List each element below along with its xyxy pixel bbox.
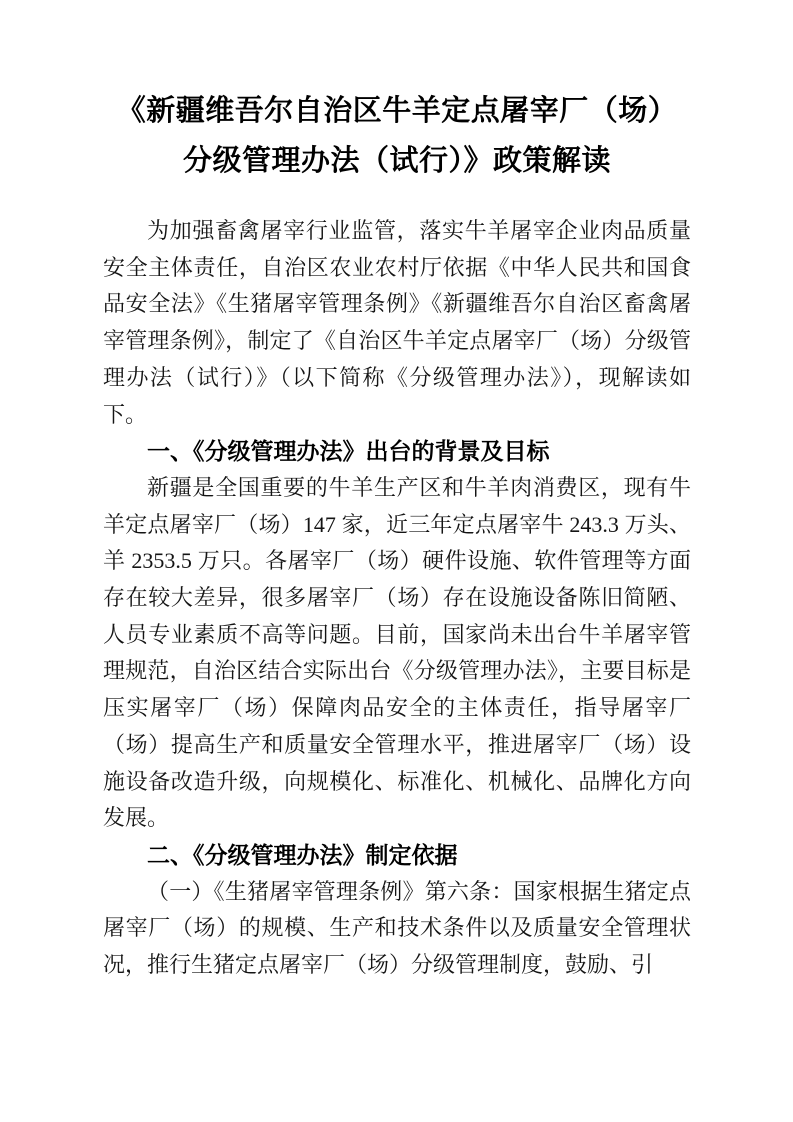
- document-title: 《新疆维吾尔自治区牛羊定点屠宰厂（场）分级管理办法（试行）》政策解读: [116, 95, 678, 177]
- section-2-heading: 二、《分级管理办法》制定依据: [147, 841, 458, 868]
- section-1-paragraph: 新疆是全国重要的牛羊生产区和牛羊肉消费区，现有牛羊定点屠宰厂（场）147 家，近三年定点屠宰牛 243.3 万头、羊 2353.5 万只。各屠宰厂（场）硬件设施、软件管理等方面存在较大差异，很多屠宰厂（场）存在设施设备陈旧简陋、人员专业素质不高等问题。目前，国家尚未出台牛羊屠宰管理规范，自治区结合实际出台《分级管理办法》，主要目标是压实屠宰厂（场）保障肉品安全的主体责任，指导屠宰厂（场）提高生产和质量安全管理水平，推进屠宰厂（场）设施设备改造升级，向规模化、标准化、机械化、品牌化方向发展。: [103, 474, 691, 831]
- document-body: [103, 213, 691, 984]
- section-1-heading: 一、《分级管理办法》出台的背景及目标: [147, 438, 550, 465]
- section-2-paragraph: （一）《生猪屠宰管理条例》第六条：国家根据生猪定点屠宰厂（场）的规模、生产和技术条件以及质量安全管理状况，推行生猪定点屠宰厂（场）分级管理制度，鼓励、引: [103, 878, 691, 978]
- intro-paragraph: 为加强畜禽屠宰行业监管，落实牛羊屠宰企业肉品质量安全主体责任，自治区农业农村厅依据《中华人民共和国食品安全法》《生猪屠宰管理条例》《新疆维吾尔自治区畜禽屠宰管理条例》，制定了《自治区牛羊定点屠宰厂（场）分级管理办法（试行）》（以下简称《分级管理办法》），现解读如下。: [103, 218, 691, 427]
